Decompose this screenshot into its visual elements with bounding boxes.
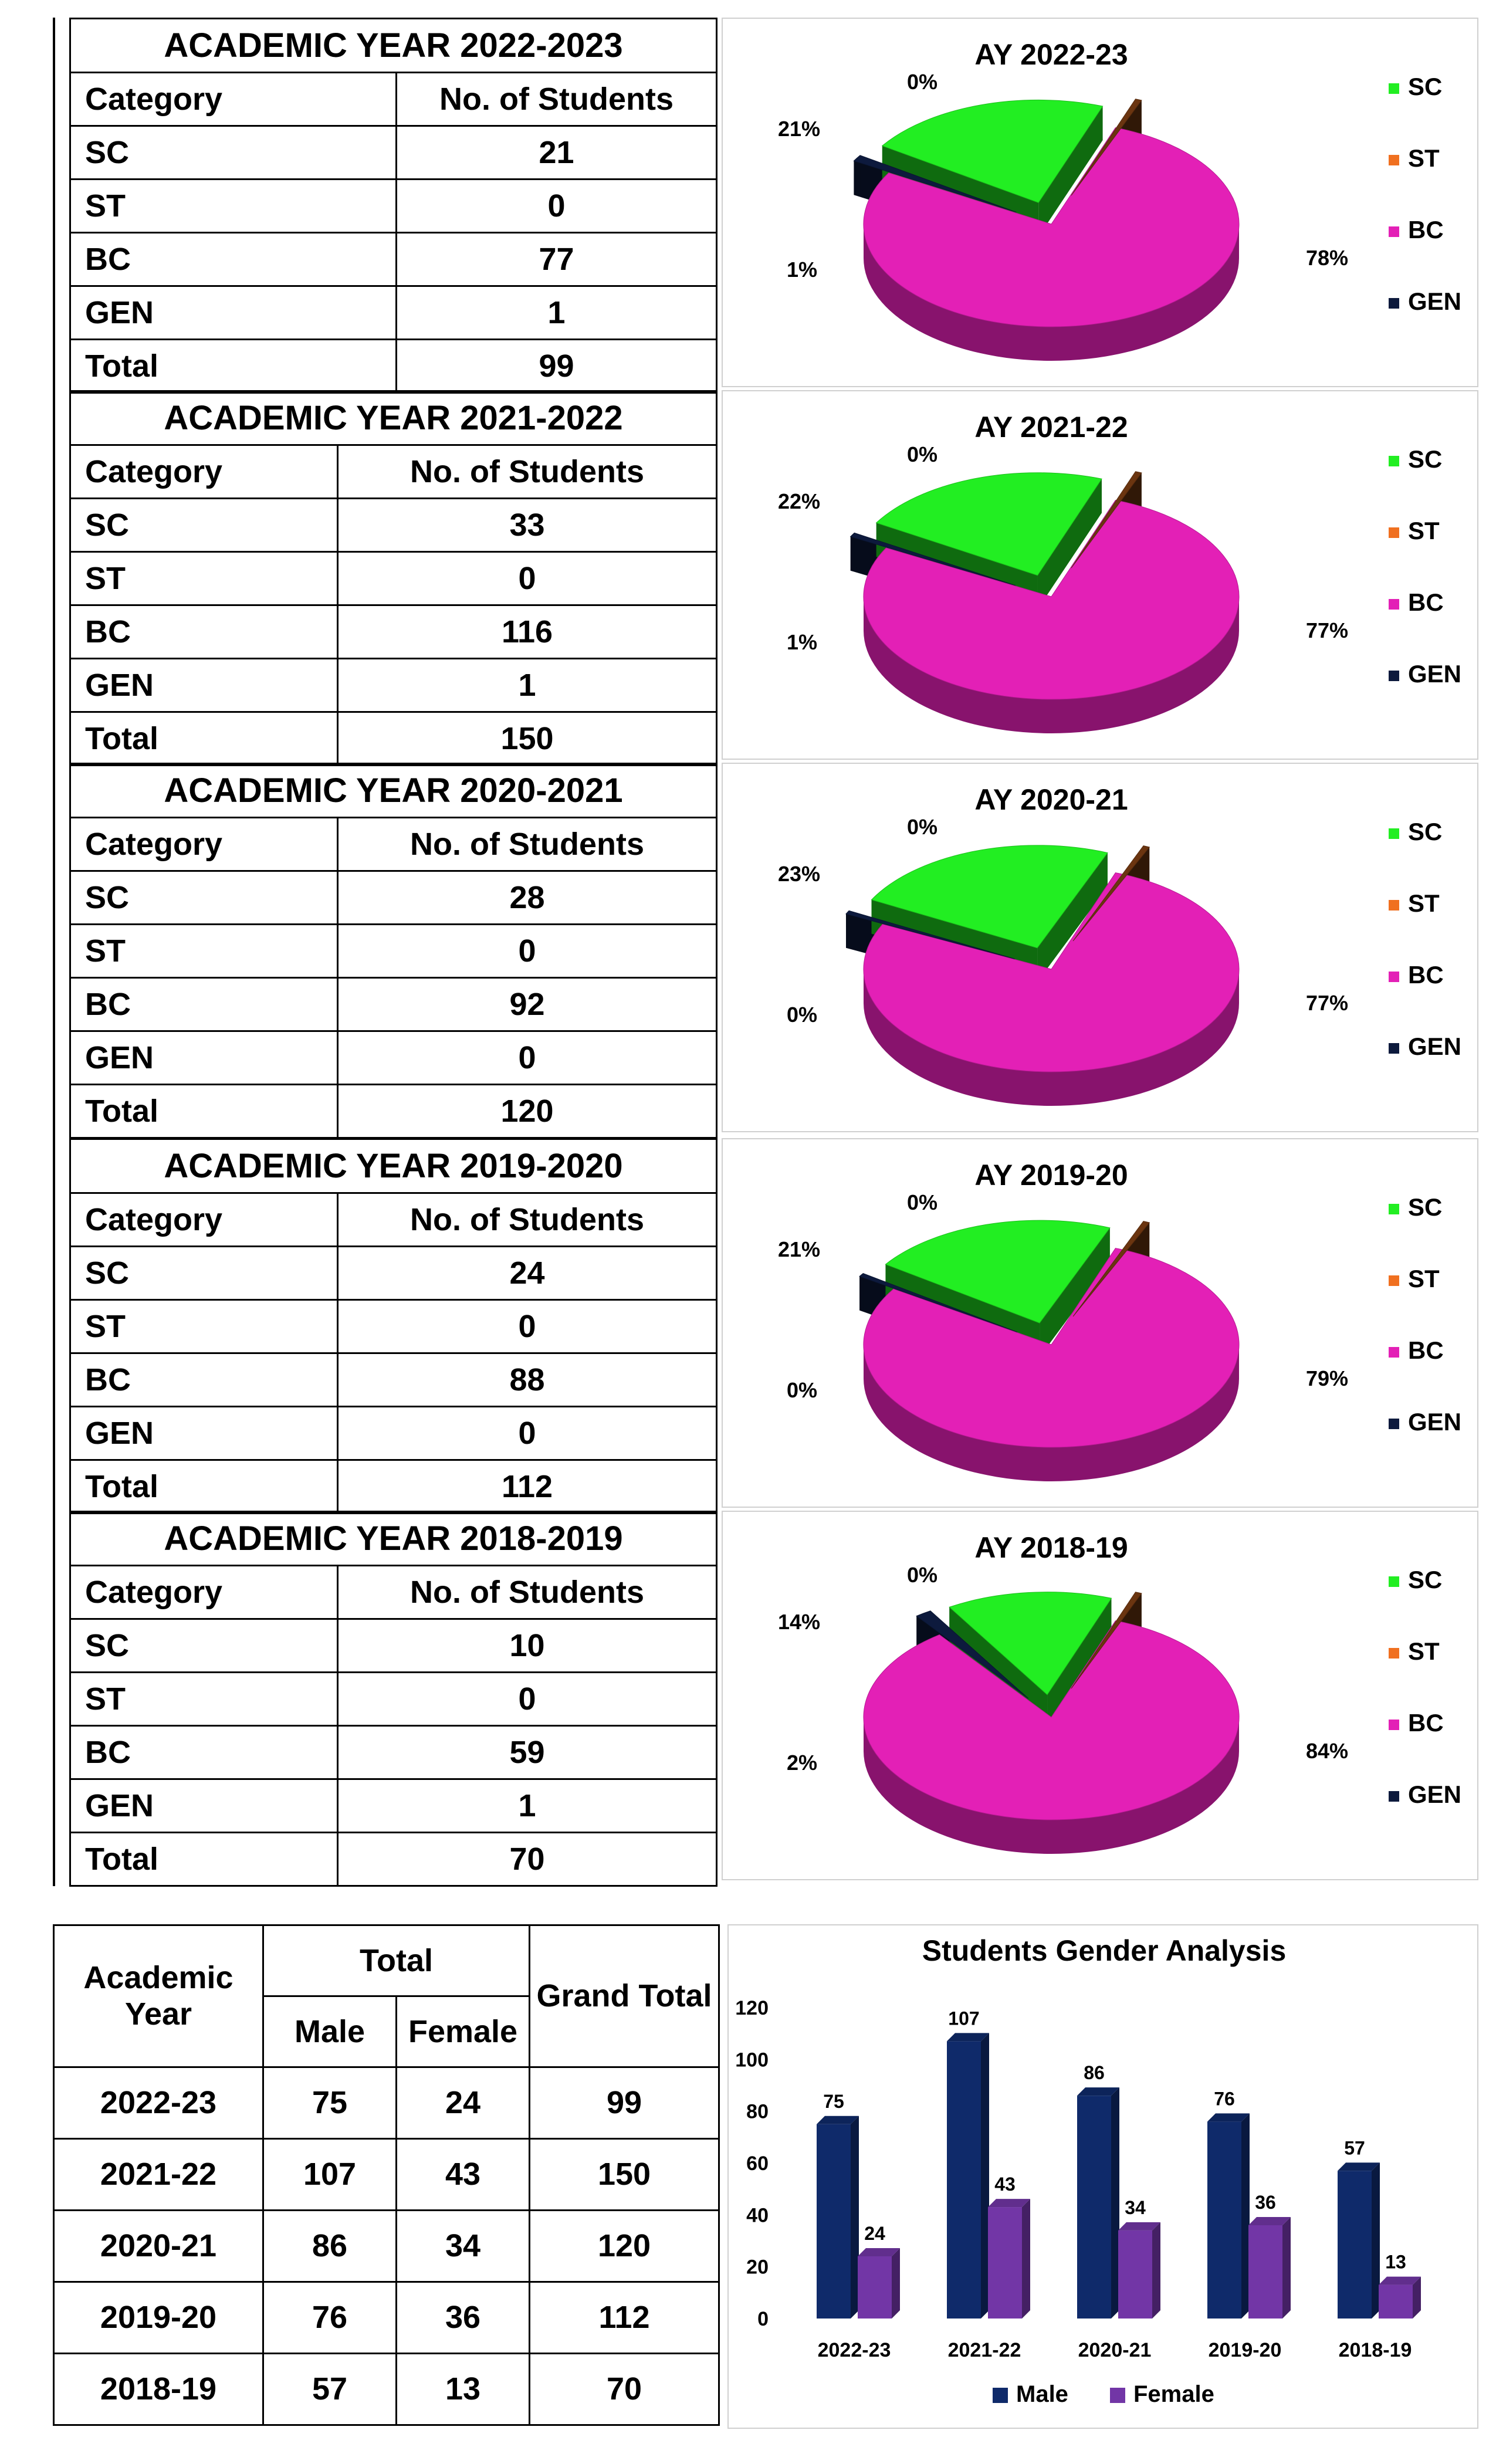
data-label-bc: 78% [1305, 246, 1349, 270]
legend-label-gen: GEN [1408, 1033, 1462, 1060]
table-row [70, 659, 717, 712]
y-tick-label: 40 [746, 2204, 769, 2227]
category-table [69, 18, 717, 394]
column-header-category: Category [70, 1193, 338, 1247]
grand-total-cell: 150 [530, 2138, 719, 2210]
bar-data-label: 76 [1214, 2088, 1235, 2110]
category-table [69, 1138, 717, 1514]
category-cell: Total [70, 712, 338, 766]
bar-female [1248, 2225, 1282, 2319]
category-cell: BC [70, 978, 338, 1031]
legend-label-gen: GEN [1408, 287, 1462, 315]
data-label-sc: 21% [777, 117, 821, 141]
column-header-male: Male [263, 1996, 397, 2067]
pie-chart-panel [722, 763, 1478, 1132]
chart-title: AY 2019-20 [974, 1159, 1128, 1192]
gender-chart-panel [727, 1924, 1478, 2429]
legend-swatch-sc [1389, 83, 1399, 94]
legend-label-bc: BC [1408, 1709, 1444, 1737]
bar-data-label: 75 [823, 2090, 844, 2112]
student-count-cell: 10 [338, 1619, 717, 1673]
bar-data-label: 24 [864, 2223, 885, 2244]
x-tick-label: 2022-23 [817, 2339, 891, 2361]
table-row [70, 1300, 717, 1353]
table-row [70, 1353, 717, 1407]
legend-label-bc: BC [1408, 216, 1444, 243]
data-label-gen: 1% [786, 258, 818, 282]
bar-data-label: 86 [1084, 2062, 1105, 2084]
female-cell: 13 [397, 2353, 530, 2425]
table-row [70, 871, 717, 925]
bar-side [851, 2116, 859, 2319]
pie-chart [723, 1512, 1477, 1879]
legend-swatch-female [1110, 2388, 1125, 2403]
category-table [69, 763, 717, 1139]
year-table-container [53, 763, 716, 1138]
year-block-4 [53, 1138, 1478, 1514]
column-header-category: Category [70, 445, 338, 499]
category-cell: Total [70, 1833, 338, 1886]
pie-chart [723, 764, 1477, 1131]
table-row [70, 1407, 717, 1460]
student-count-cell: 59 [338, 1726, 717, 1779]
column-header-academic-year: Academic Year [54, 1925, 263, 2067]
data-label-sc: 23% [777, 862, 821, 886]
category-cell: SC [70, 499, 338, 552]
student-count-cell: 120 [338, 1085, 717, 1138]
table-title: ACADEMIC YEAR 2021-2022 [70, 391, 717, 445]
table-row [70, 286, 717, 340]
table-row [70, 605, 717, 659]
legend-swatch-sc [1389, 456, 1399, 466]
student-count-cell: 0 [338, 1673, 717, 1726]
bar-male [817, 2124, 851, 2319]
y-tick-label: 60 [746, 2152, 769, 2175]
student-count-cell: 99 [397, 340, 717, 393]
legend-swatch-sc [1389, 1576, 1399, 1587]
category-table [69, 1511, 717, 1887]
table-title: ACADEMIC YEAR 2020-2021 [70, 764, 717, 818]
bar-female [1379, 2285, 1413, 2319]
bar-male [1207, 2121, 1241, 2319]
category-cell: BC [70, 1353, 338, 1407]
bar-male [947, 2041, 981, 2319]
legend-label-st: ST [1408, 1265, 1440, 1292]
column-header-grand-total: Grand Total [530, 1925, 719, 2067]
legend-swatch-st [1389, 155, 1399, 165]
table-row [54, 2353, 719, 2425]
bar-side [981, 2033, 989, 2319]
y-tick-label: 20 [746, 2256, 769, 2279]
grand-total-cell: 70 [530, 2353, 719, 2425]
male-cell: 86 [263, 2210, 397, 2282]
pie-slices [854, 99, 1239, 361]
year-cell: 2019-20 [54, 2282, 263, 2353]
legend-label-sc: SC [1408, 1566, 1443, 1593]
table-row-total [70, 1833, 717, 1886]
bar-female [858, 2256, 892, 2319]
legend-swatch-sc [1389, 828, 1399, 839]
year-table-container [53, 1511, 716, 1886]
category-cell: SC [70, 126, 397, 180]
data-label-st: 0% [906, 1563, 938, 1587]
table-row [70, 1619, 717, 1673]
data-label-st: 0% [906, 442, 938, 466]
category-cell: ST [70, 1673, 338, 1726]
bar-data-label: 13 [1385, 2251, 1406, 2273]
category-cell: GEN [70, 1779, 338, 1833]
bar-side [1152, 2222, 1160, 2319]
column-header-category: Category [70, 1566, 338, 1619]
bar-data-label: 36 [1255, 2192, 1276, 2213]
x-tick-label: 2018-19 [1338, 2339, 1412, 2361]
student-count-cell: 24 [338, 1247, 717, 1300]
bar-side [1022, 2199, 1030, 2319]
year-block-2 [53, 390, 1478, 766]
table-row [70, 233, 717, 286]
table-row-total [70, 712, 717, 766]
y-tick-label: 80 [746, 2100, 769, 2123]
student-count-cell: 150 [338, 712, 717, 766]
y-tick-label: 0 [757, 2308, 769, 2330]
bar-female [988, 2207, 1022, 2319]
pie-chart-panel [722, 1138, 1478, 1508]
legend-label-st: ST [1408, 889, 1440, 917]
y-tick-label: 120 [735, 1997, 769, 2019]
grand-total-cell: 99 [530, 2067, 719, 2138]
table-row [70, 499, 717, 552]
legend-swatch-bc [1389, 226, 1399, 237]
bar-side [1282, 2217, 1291, 2319]
student-count-cell: 0 [338, 925, 717, 978]
year-block-5 [53, 1511, 1478, 1886]
student-count-cell: 0 [338, 552, 717, 605]
chart-title: AY 2020-21 [974, 783, 1128, 816]
column-header-students: No. of Students [338, 818, 717, 871]
bar-side [1111, 2087, 1119, 2319]
data-label-gen: 1% [786, 630, 818, 654]
legend-swatch-gen [1389, 1419, 1399, 1429]
column-header-total: Total [263, 1925, 530, 1996]
bar-male [1338, 2171, 1372, 2319]
pie-chart [723, 19, 1477, 386]
category-cell: ST [70, 1300, 338, 1353]
category-cell: SC [70, 1619, 338, 1673]
bar-side [1241, 2113, 1250, 2319]
category-cell: Total [70, 1085, 338, 1138]
data-label-sc: 21% [777, 1237, 821, 1261]
data-label-st: 0% [906, 815, 938, 839]
year-cell: 2021-22 [54, 2138, 263, 2210]
legend-swatch-st [1389, 900, 1399, 911]
legend-label-st: ST [1408, 517, 1440, 544]
bar-data-label: 57 [1344, 2137, 1365, 2159]
pie-slices [846, 845, 1239, 1106]
student-count-cell: 0 [338, 1407, 717, 1460]
legend-label-st: ST [1408, 1637, 1440, 1665]
data-label-gen: 0% [786, 1378, 818, 1402]
grand-total-cell: 120 [530, 2210, 719, 2282]
year-block-1 [53, 18, 1478, 393]
year-table-container [53, 18, 716, 393]
legend-swatch-bc [1389, 1347, 1399, 1358]
category-cell: ST [70, 180, 397, 233]
category-cell: GEN [70, 659, 338, 712]
male-cell: 107 [263, 2138, 397, 2210]
legend-label-sc: SC [1408, 445, 1443, 473]
student-count-cell: 1 [397, 286, 717, 340]
year-table-container [53, 1138, 716, 1514]
table-row-total [70, 340, 717, 393]
student-count-cell: 92 [338, 978, 717, 1031]
table-row [54, 2210, 719, 2282]
gender-table [53, 1924, 720, 2426]
male-cell: 57 [263, 2353, 397, 2425]
male-cell: 75 [263, 2067, 397, 2138]
x-tick-label: 2020-21 [1078, 2339, 1152, 2361]
data-label-bc: 77% [1305, 618, 1349, 642]
pie-slices [864, 1592, 1239, 1854]
legend-label-bc: BC [1408, 1336, 1444, 1364]
data-label-bc: 79% [1305, 1366, 1349, 1390]
year-table-container [53, 390, 716, 766]
female-cell: 43 [397, 2138, 530, 2210]
x-tick-label: 2019-20 [1208, 2339, 1282, 2361]
category-cell: BC [70, 1726, 338, 1779]
category-cell: ST [70, 552, 338, 605]
legend-swatch-bc [1389, 972, 1399, 982]
category-cell: SC [70, 871, 338, 925]
table-title: ACADEMIC YEAR 2019-2020 [70, 1139, 717, 1193]
pie-slices [859, 1220, 1239, 1481]
student-count-cell: 116 [338, 605, 717, 659]
student-count-cell: 1 [338, 1779, 717, 1833]
table-row [70, 552, 717, 605]
bar-data-label: 43 [994, 2174, 1016, 2195]
legend-swatch-st [1389, 1275, 1399, 1286]
legend-label-sc: SC [1408, 818, 1443, 845]
y-tick-label: 100 [735, 2049, 769, 2072]
table-row [70, 1673, 717, 1726]
female-cell: 24 [397, 2067, 530, 2138]
data-label-gen: 2% [786, 1751, 818, 1775]
student-count-cell: 1 [338, 659, 717, 712]
legend-label-sc: SC [1408, 73, 1443, 100]
category-cell: BC [70, 233, 397, 286]
female-cell: 34 [397, 2210, 530, 2282]
data-label-sc: 22% [777, 489, 821, 513]
legend-swatch-sc [1389, 1204, 1399, 1214]
table-title: ACADEMIC YEAR 2018-2019 [70, 1512, 717, 1566]
pie-chart-panel [722, 18, 1478, 387]
year-cell: 2018-19 [54, 2353, 263, 2425]
table-row [54, 2138, 719, 2210]
data-label-bc: 77% [1305, 991, 1349, 1015]
category-cell: BC [70, 605, 338, 659]
bar-side [892, 2248, 900, 2319]
column-header-students: No. of Students [338, 445, 717, 499]
student-count-cell: 0 [338, 1300, 717, 1353]
legend-label-male: Male [1016, 2381, 1068, 2407]
chart-title: AY 2018-19 [974, 1531, 1128, 1564]
student-count-cell: 112 [338, 1460, 717, 1514]
column-header-students: No. of Students [397, 73, 717, 126]
table-row [70, 180, 717, 233]
gender-bar-chart [729, 1925, 1477, 2428]
table-row [70, 126, 717, 180]
data-label-st: 0% [906, 1190, 938, 1214]
female-cell: 36 [397, 2282, 530, 2353]
student-count-cell: 70 [338, 1833, 717, 1886]
bar-female [1118, 2231, 1152, 2319]
bar-data-label: 107 [948, 2008, 980, 2029]
year-cell: 2022-23 [54, 2067, 263, 2138]
grand-total-cell: 112 [530, 2282, 719, 2353]
chart-title: AY 2021-22 [974, 411, 1128, 444]
data-label-sc: 14% [777, 1610, 821, 1634]
category-cell: GEN [70, 1407, 338, 1460]
student-count-cell: 88 [338, 1353, 717, 1407]
legend-label-bc: BC [1408, 588, 1444, 616]
student-count-cell: 0 [397, 180, 717, 233]
legend-swatch-gen [1389, 1791, 1399, 1802]
legend-swatch-bc [1389, 1720, 1399, 1730]
chart-title: AY 2022-23 [974, 38, 1128, 71]
legend-swatch-gen [1389, 671, 1399, 681]
table-row-total [70, 1085, 717, 1138]
table-row [54, 2067, 719, 2138]
year-block-3 [53, 763, 1478, 1138]
student-count-cell: 33 [338, 499, 717, 552]
category-cell: SC [70, 1247, 338, 1300]
table-row [70, 1779, 717, 1833]
legend-label-gen: GEN [1408, 1781, 1462, 1808]
category-table [69, 390, 717, 766]
data-label-st: 0% [906, 70, 938, 94]
legend-swatch-bc [1389, 599, 1399, 610]
table-row [70, 978, 717, 1031]
legend-swatch-gen [1389, 1043, 1399, 1054]
student-count-cell: 21 [397, 126, 717, 180]
legend-swatch-gen [1389, 298, 1399, 309]
pie-slices [851, 472, 1239, 733]
table-row [70, 1247, 717, 1300]
legend-label-st: ST [1408, 144, 1440, 172]
category-cell: GEN [70, 286, 397, 340]
data-label-bc: 84% [1305, 1739, 1349, 1763]
data-label-gen: 0% [786, 1003, 818, 1027]
column-header-female: Female [397, 1996, 530, 2067]
student-count-cell: 0 [338, 1031, 717, 1085]
table-title: ACADEMIC YEAR 2022-2023 [70, 19, 717, 73]
legend-label-sc: SC [1408, 1193, 1443, 1221]
legend-swatch-male [993, 2388, 1008, 2403]
male-cell: 76 [263, 2282, 397, 2353]
bar-male [1077, 2096, 1111, 2319]
student-count-cell: 77 [397, 233, 717, 286]
category-cell: Total [70, 340, 397, 393]
category-cell: Total [70, 1460, 338, 1514]
table-row [54, 2282, 719, 2353]
category-cell: GEN [70, 1031, 338, 1085]
pie-chart [723, 391, 1477, 759]
bar-data-label: 34 [1125, 2196, 1146, 2218]
column-header-students: No. of Students [338, 1193, 717, 1247]
table-row-total [70, 1460, 717, 1514]
bar-side [1372, 2162, 1380, 2319]
category-cell: ST [70, 925, 338, 978]
legend-label-female: Female [1133, 2381, 1214, 2407]
legend-label-gen: GEN [1408, 1408, 1462, 1436]
column-header-category: Category [70, 73, 397, 126]
column-header-category: Category [70, 818, 338, 871]
legend-swatch-st [1389, 1648, 1399, 1659]
pie-chart [723, 1139, 1477, 1507]
table-row [70, 925, 717, 978]
year-cell: 2020-21 [54, 2210, 263, 2282]
legend-label-bc: BC [1408, 961, 1444, 989]
table-row [70, 1726, 717, 1779]
pie-chart-panel [722, 1511, 1478, 1880]
column-header-students: No. of Students [338, 1566, 717, 1619]
student-count-cell: 28 [338, 871, 717, 925]
table-row [70, 1031, 717, 1085]
pie-chart-panel [722, 390, 1478, 760]
legend-swatch-st [1389, 527, 1399, 538]
legend-label-gen: GEN [1408, 660, 1462, 688]
x-tick-label: 2021-22 [947, 2339, 1021, 2361]
chart-title: Students Gender Analysis [922, 1934, 1287, 1967]
